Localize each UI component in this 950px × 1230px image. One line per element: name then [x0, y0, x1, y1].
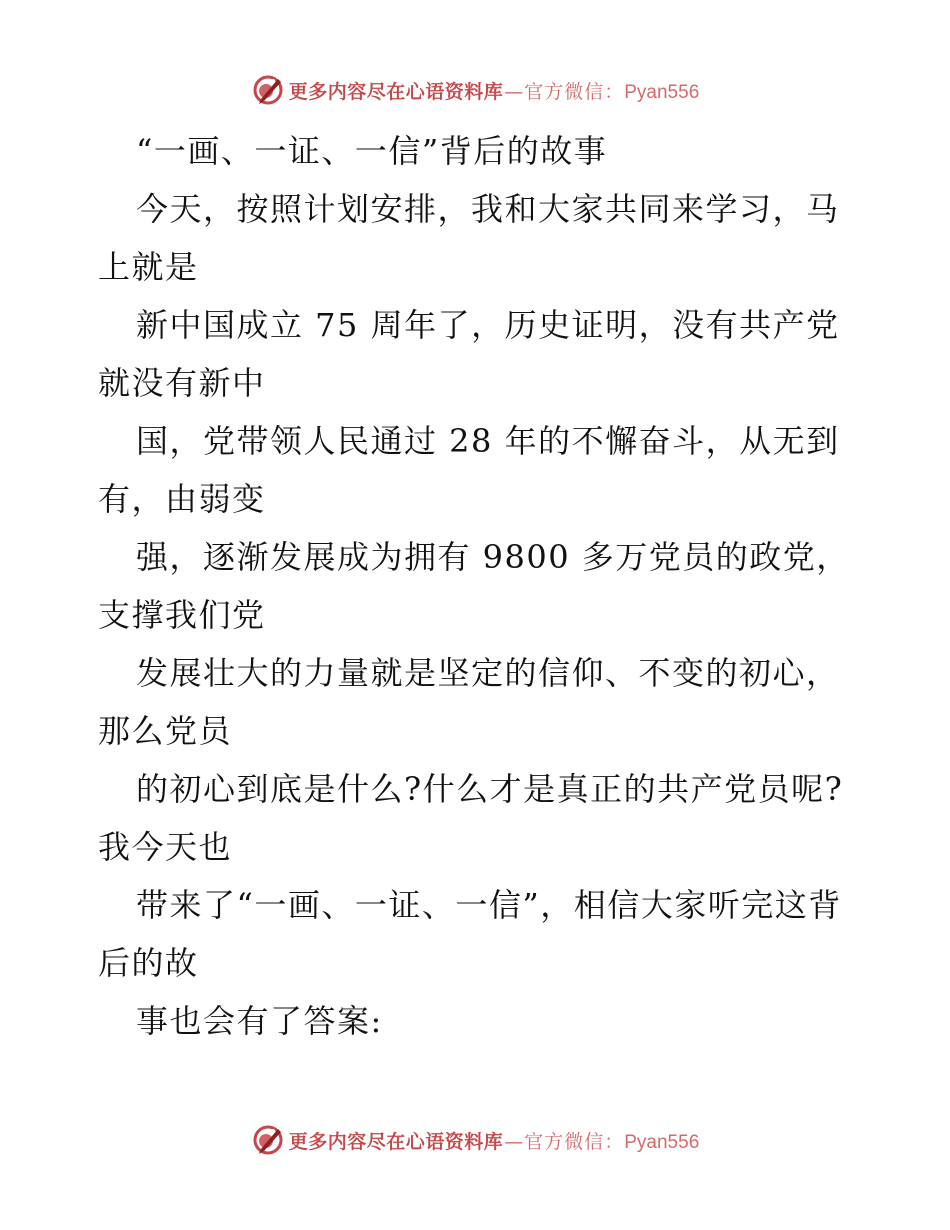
paragraph-6: 的初心到底是什么?什么才是真正的共产党员呢?我今天也 [98, 770, 844, 866]
header-brand-text: 更多内容尽在心语资料库 [288, 80, 504, 103]
footer-official-label: 官方微信： [524, 1130, 625, 1153]
document-body [98, 122, 853, 1050]
header-watermark [0, 70, 950, 110]
paragraph-2: 新中国成立 75 周年了，历史证明，没有共产党就没有新中 [98, 306, 840, 402]
paragraph-4: 强，逐渐发展成为拥有 9800 多万党员的政党，支撑我们党 [98, 538, 850, 634]
paragraph-8: 事也会有了答案: [136, 1002, 383, 1040]
paragraph-5: 发展壮大的力量就是坚定的信仰、不变的初心，那么党员 [98, 654, 840, 750]
pen-circle-logo-icon [251, 73, 285, 107]
paragraph-3: 国，党带领人民通过 28 年的不懈奋斗，从无到有，由弱变 [98, 422, 840, 518]
footer-brand-text: 更多内容尽在心语资料库 [288, 1130, 504, 1153]
document-title: “一画、一证、一信”背后的故事 [136, 132, 608, 170]
paragraph-1: 今天，按照计划安排，我和大家共同来学习，马上就是 [98, 190, 840, 286]
header-official-label: 官方微信： [524, 80, 625, 103]
footer-wechat-id: Pyan556 [624, 1131, 700, 1153]
paragraph-7: 带来了“一画、一证、一信”，相信大家听完这背后的故 [98, 886, 842, 982]
footer-dash: — [504, 1130, 524, 1153]
pen-circle-logo-icon [251, 1123, 285, 1157]
header-wechat-id: Pyan556 [624, 81, 700, 103]
footer-watermark [0, 1120, 950, 1160]
header-dash: — [504, 80, 524, 103]
